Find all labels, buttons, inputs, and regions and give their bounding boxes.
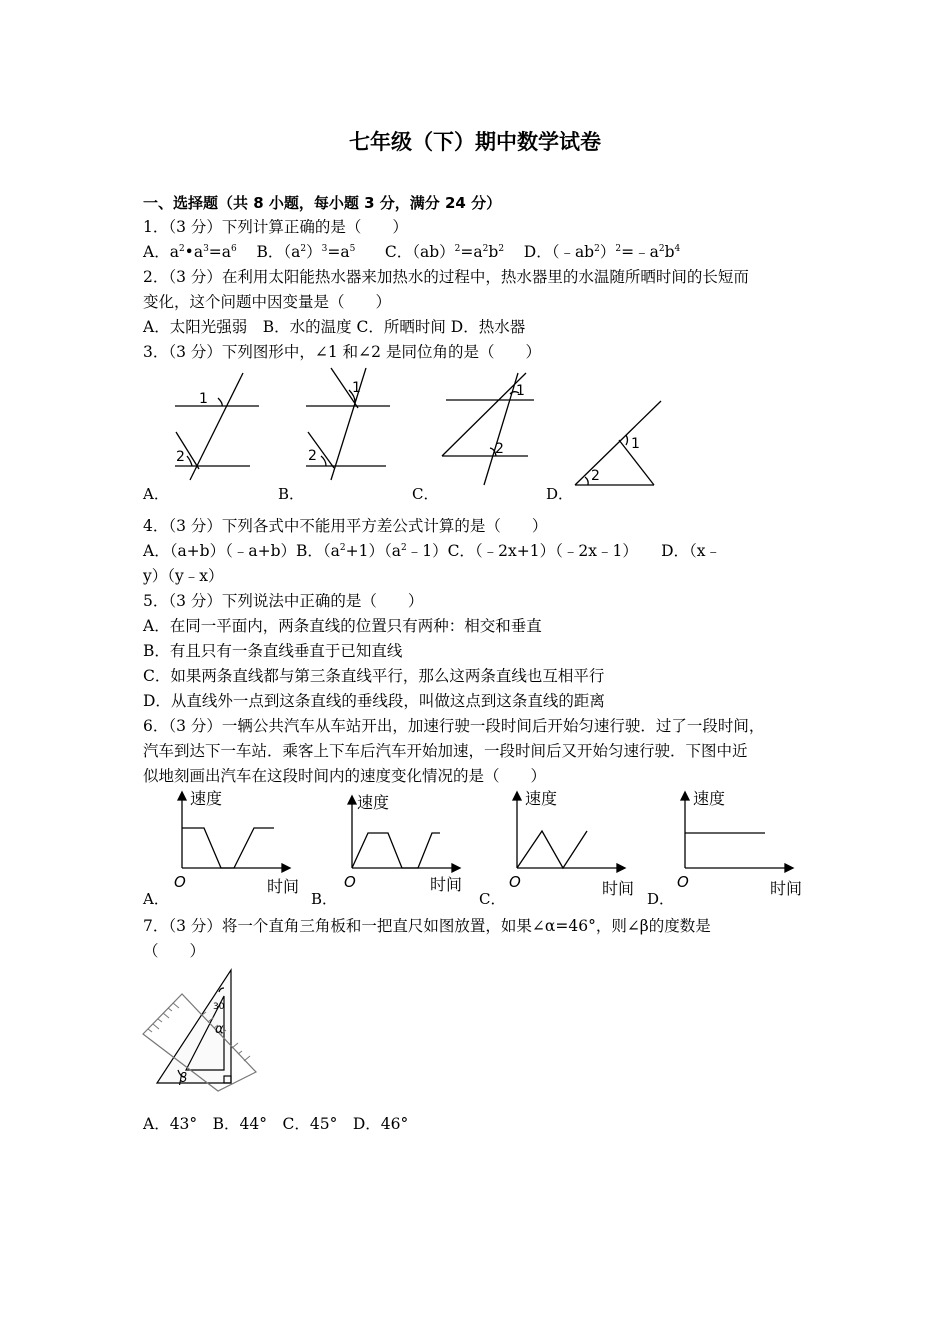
- q3-figure-d: [565, 398, 665, 488]
- q6a-origin: O: [174, 873, 186, 891]
- q6-stem-line2: 汽车到达下一车站．乘客上下车后汽车开始加速，一段时间后又开始匀速行驶．下图中近: [143, 742, 748, 760]
- q5-option-c[interactable]: C．如果两条直线都与第三条直线平行，那么这两条直线也互相平行: [143, 667, 605, 685]
- q3-stem: 3．（3 分）下列图形中，∠1 和∠2 是同位角的是（ ）: [143, 343, 541, 361]
- q6-option-d[interactable]: D．: [647, 890, 675, 908]
- q7-options[interactable]: A．43° B．44° C．45° D．46°: [143, 1115, 409, 1133]
- q7-figure: [140, 966, 265, 1091]
- q3-figure-c: [432, 370, 542, 485]
- q6d-x-axis-label: 时间: [770, 879, 803, 898]
- q3c-angle1: 1: [516, 383, 525, 399]
- q7-stem-line2: （ ）: [143, 942, 206, 960]
- q3b-angle1: 1: [352, 380, 361, 396]
- q3-option-c[interactable]: C．: [412, 485, 439, 503]
- q6c-x-axis-label: 时间: [602, 879, 635, 898]
- q2-options[interactable]: A．太阳光强弱 B．水的温度 C．所晒时间 D．热水器: [143, 318, 526, 336]
- section-heading: 一、选择题（共 8 小题，每小题 3 分，满分 24 分）: [143, 194, 502, 212]
- q7-label-30: 30: [213, 1002, 225, 1012]
- q6-graph-d: [673, 788, 813, 898]
- q6-stem-line1: 6．（3 分）一辆公共汽车从车站开出，加速行驶一段时间后开始匀速行驶．过了一段时间，: [143, 717, 765, 735]
- q3-option-d[interactable]: D．: [546, 485, 574, 503]
- q3d-angle1: 1: [631, 436, 640, 452]
- q3-figure-b: [300, 362, 395, 480]
- q3-option-b[interactable]: B．: [278, 485, 305, 503]
- q6-graph-b: [340, 792, 480, 898]
- q6d-origin: O: [677, 873, 689, 891]
- q6-graph-a: [170, 788, 310, 898]
- q1-option-d[interactable]: D．$(﹣ab^2)^2=﹣a^2b^4$: [523, 243, 681, 261]
- q4-options-line2[interactable]: y）（y﹣x）: [143, 567, 224, 585]
- q6d-y-axis-label: 速度: [693, 789, 726, 808]
- q5-option-d[interactable]: D．从直线外一点到这条直线的垂线段，叫做这点到这条直线的距离: [143, 692, 605, 710]
- q3b-angle2: 2: [308, 448, 317, 464]
- q7-label-beta: β: [179, 1071, 188, 1086]
- q4-stem: 4．（3 分）下列各式中不能用平方差公式计算的是（ ）: [143, 517, 548, 535]
- q6c-origin: O: [509, 873, 521, 891]
- q7-label-alpha: α: [215, 1022, 224, 1037]
- q6b-origin: O: [344, 873, 356, 891]
- q4-options-line1[interactable]: A．（a+b）（﹣a+b）B．$(a^2+1)(a^2﹣1)C$．（﹣2x+1）（﹣2x﹣1） D．（x﹣: [143, 542, 722, 560]
- q5-stem: 5．（3 分）下列说法中正确的是（ ）: [143, 592, 424, 610]
- q1-options: [143, 242, 680, 262]
- q5-option-b[interactable]: B．有且只有一条直线垂直于已知直线: [143, 642, 403, 660]
- q3a-angle1: 1: [199, 391, 208, 407]
- q3a-angle2: 2: [176, 449, 185, 465]
- q1-option-a[interactable]: A．$a^2•a^3=a^6$: [143, 243, 237, 261]
- q6a-y-axis-label: 速度: [190, 789, 223, 808]
- q1-stem: 1．（3 分）下列计算正确的是（ ）: [143, 218, 408, 236]
- page-title: 七年级（下）期中数学试卷: [349, 130, 601, 154]
- q6-option-c[interactable]: C．: [479, 890, 506, 908]
- q3-figure-a: [170, 370, 265, 480]
- q3c-angle2: 2: [495, 441, 504, 457]
- q2-stem-line1: 2．（3 分）在利用太阳能热水器来加热水的过程中，热水器里的水温随所晒时间的长短而: [143, 268, 749, 286]
- q6-stem-line3: 似地刻画出汽车在这段时间内的速度变化情况的是（ ）: [143, 767, 547, 785]
- q1-option-b[interactable]: B．$(a^2)^3=a^5$: [256, 243, 356, 261]
- q6-graph-c: [505, 788, 645, 898]
- q6-option-b[interactable]: B．: [311, 890, 338, 908]
- q6b-y-axis-label: 速度: [357, 793, 390, 812]
- q6b-x-axis-label: 时间: [430, 875, 463, 894]
- q5-option-a[interactable]: A．在同一平面内，两条直线的位置只有两种：相交和垂直: [143, 617, 542, 635]
- q6c-y-axis-label: 速度: [525, 789, 558, 808]
- q7-stem-line1: 7．（3 分）将一个直角三角板和一把直尺如图放置，如果∠α=46°，则∠β的度数是: [143, 917, 711, 935]
- q2-stem-line2: 变化，这个问题中因变量是（ ）: [143, 293, 392, 311]
- q1-option-c[interactable]: C．$(ab)^2=a^2b^2$: [384, 243, 505, 261]
- q3d-angle2: 2: [591, 468, 600, 484]
- q6a-x-axis-label: 时间: [267, 877, 300, 896]
- q3-option-a[interactable]: A．: [143, 485, 169, 503]
- q6-option-a[interactable]: A．: [143, 890, 169, 908]
